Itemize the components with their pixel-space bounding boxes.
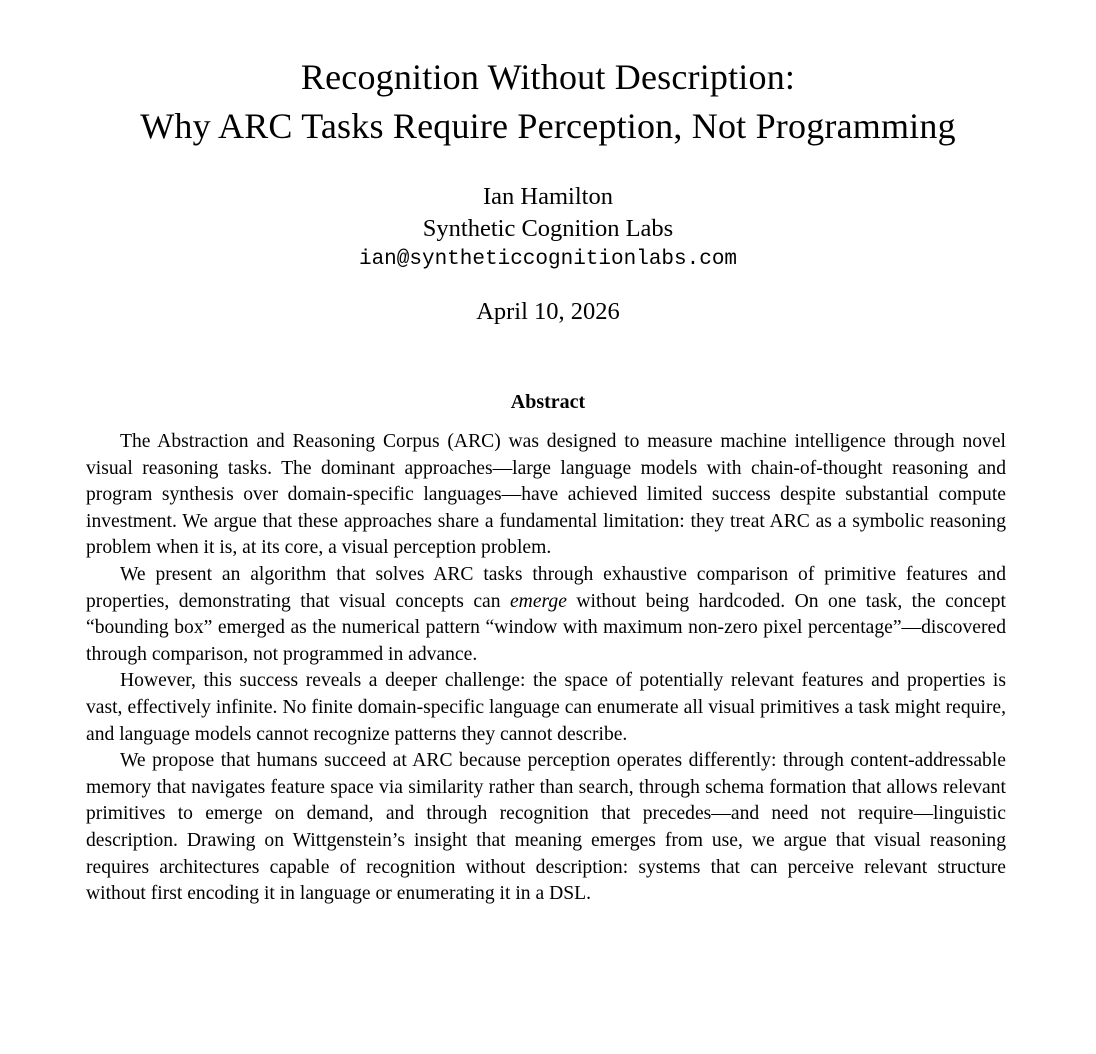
author-email: ian@syntheticcognitionlabs.com — [358, 248, 738, 271]
abstract-paragraph-2 — [86, 562, 1006, 668]
abstract-paragraph-1: The Abstraction and Reasoning Corpus (ARC) was designed to measure machine intelligence through novel visual reasoning tasks. The dominant approaches—large language models with chain-of-thought reasoning and program synthesis over domain-specific languages—have achieved limited success despite substantial compute investment. We argue that these approaches share a fundamental limitation: they treat ARC as a symbolic reasoning problem when it is, at its core, a visual perception problem. — [86, 431, 1006, 559]
abstract-body — [86, 429, 1006, 908]
paper-title-line-2: Why ARC Tasks Require Perception, Not Programming — [140, 106, 956, 146]
author-block — [0, 181, 1096, 276]
author-name: Ian Hamilton — [483, 183, 613, 210]
abstract-paragraph-4: We propose that humans succeed at ARC because perception operates differently: through content-addressable memory that navigates feature space via similarity rather than search, through schema formation that allows relevant primitives to emerge on demand, and through recognition that precedes—and need not require—linguistic description. Drawing on Wittgenstein’s insight that meaning emerges from use, we argue that visual reasoning requires architectures capable of recognition without description: systems that can perceive relevant structure without first encoding it in language or enumerating it in a DSL. — [86, 750, 1006, 905]
paper-title — [0, 53, 1096, 151]
paper-title-line-1: Recognition Without Description: — [300, 57, 796, 97]
abstract-paragraph-2-end: without being hardcoded. On one task, the concept “bounding box” emerged as the numerical pattern “window with maximum non-zero pixel percentage”—discovered through comparison, not programmed in advance. — [86, 590, 1006, 665]
abstract-heading: Abstract — [510, 391, 586, 413]
author-affiliation: Synthetic Cognition Labs — [422, 214, 674, 242]
abstract-paragraph-3: However, this success reveals a deeper challenge: the space of potentially relevant features and properties is vast, effectively infinite. No finite domain-specific language can enumerate all visual primitives a task might require, and language models cannot recognize patterns they cannot describe. — [86, 670, 1006, 745]
abstract-paragraph-2-start: We present an algorithm that solves ARC tasks through exhaustive comparison of primitive features and properties, demonstrating that visual concepts can — [86, 563, 1006, 612]
paper-date: April 10, 2026 — [476, 298, 620, 325]
emphasis-emerge: emerge — [509, 590, 567, 612]
